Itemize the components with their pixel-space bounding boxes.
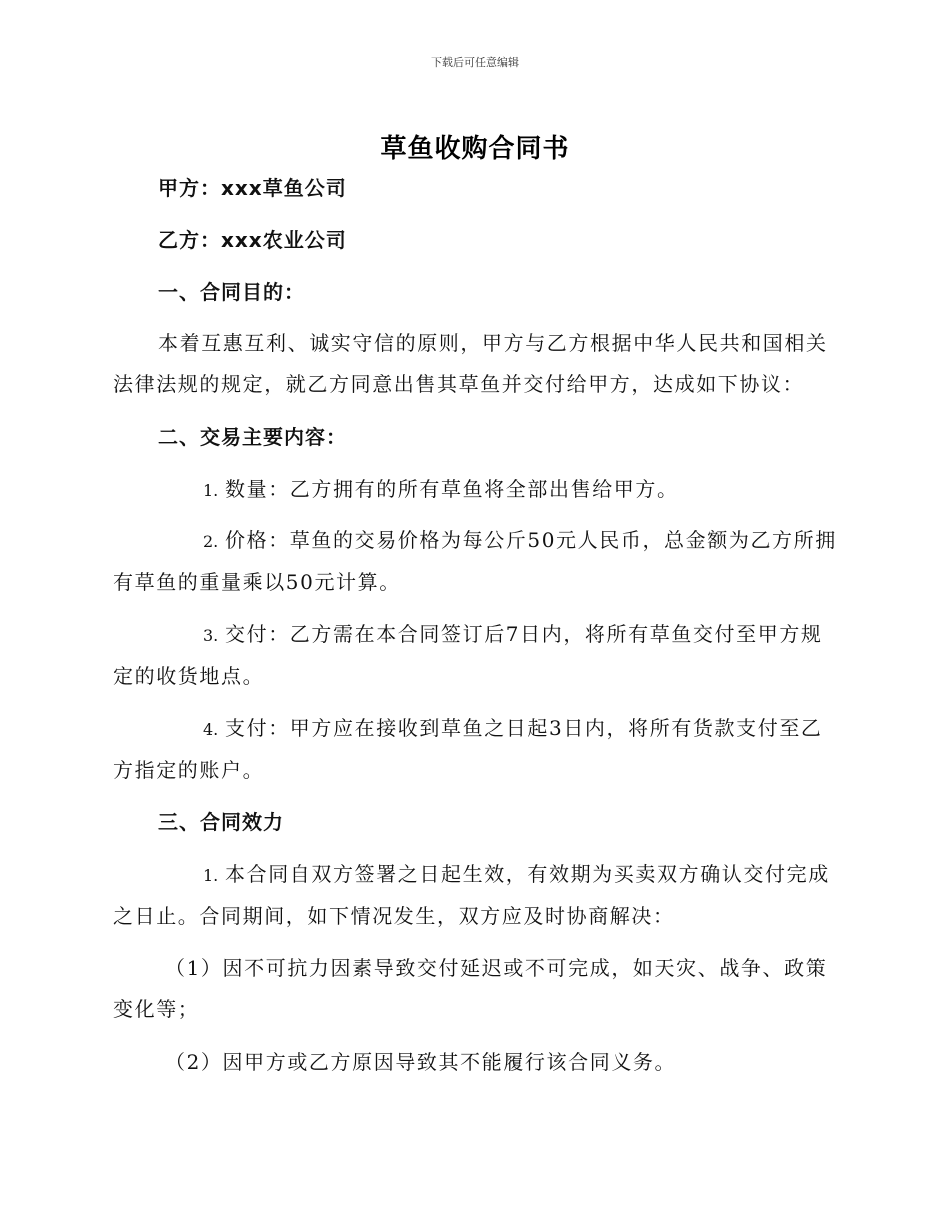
section2-item bbox=[113, 614, 838, 697]
party-a: 甲方：xxx草鱼公司 bbox=[158, 176, 347, 200]
document-title: 草鱼收购合同书 bbox=[380, 134, 570, 164]
section3-sub-item: （1）因不可抗力因素导致交付延迟或不可完成，如天灾、战争、政策变化等； bbox=[113, 956, 828, 1021]
section2-item bbox=[113, 520, 838, 603]
section2-item bbox=[113, 469, 838, 511]
header-note: 下载后可任意编辑 bbox=[431, 56, 519, 69]
party-b: 乙方：xxx农业公司 bbox=[158, 228, 347, 252]
section3-heading: 三、合同效力 bbox=[158, 810, 284, 834]
item-text: 本合同自双方签署之日起生效，有效期为买卖双方确认交付完成之日止。合同期间，如下情况发生，双方应及时协商解决： bbox=[113, 862, 830, 928]
section1-heading: 一、合同目的： bbox=[158, 280, 305, 304]
item-number: 2. bbox=[203, 532, 219, 551]
section3-item bbox=[113, 854, 838, 937]
item-number: 3. bbox=[203, 626, 219, 645]
section3-sub-item: （2）因甲方或乙方原因导致其不能履行该合同义务。 bbox=[165, 1050, 677, 1074]
item-number: 1. bbox=[203, 866, 219, 885]
section2-item bbox=[113, 708, 838, 791]
item-number: 1. bbox=[203, 481, 219, 500]
item-text: 支付：甲方应在接收到草鱼之日起3日内，将所有货款支付至乙方指定的账户。 bbox=[113, 716, 823, 782]
item-number: 4. bbox=[203, 720, 219, 739]
item-text: 价格：草鱼的交易价格为每公斤50元人民币，总金额为乙方所拥有草鱼的重量乘以50元计算。 bbox=[113, 528, 837, 594]
item-text: 数量：乙方拥有的所有草鱼将全部出售给甲方。 bbox=[225, 477, 679, 501]
item-text: 交付：乙方需在本合同签订后7日内，将所有草鱼交付至甲方规定的收货地点。 bbox=[113, 622, 823, 688]
section2-heading: 二、交易主要内容： bbox=[158, 425, 347, 449]
section1-paragraph: 本着互惠互利、诚实守信的原则，甲方与乙方根据中华人民共和国相关法律法规的规定，就乙方同意出售其草鱼并交付给甲方，达成如下协议： bbox=[113, 331, 828, 396]
